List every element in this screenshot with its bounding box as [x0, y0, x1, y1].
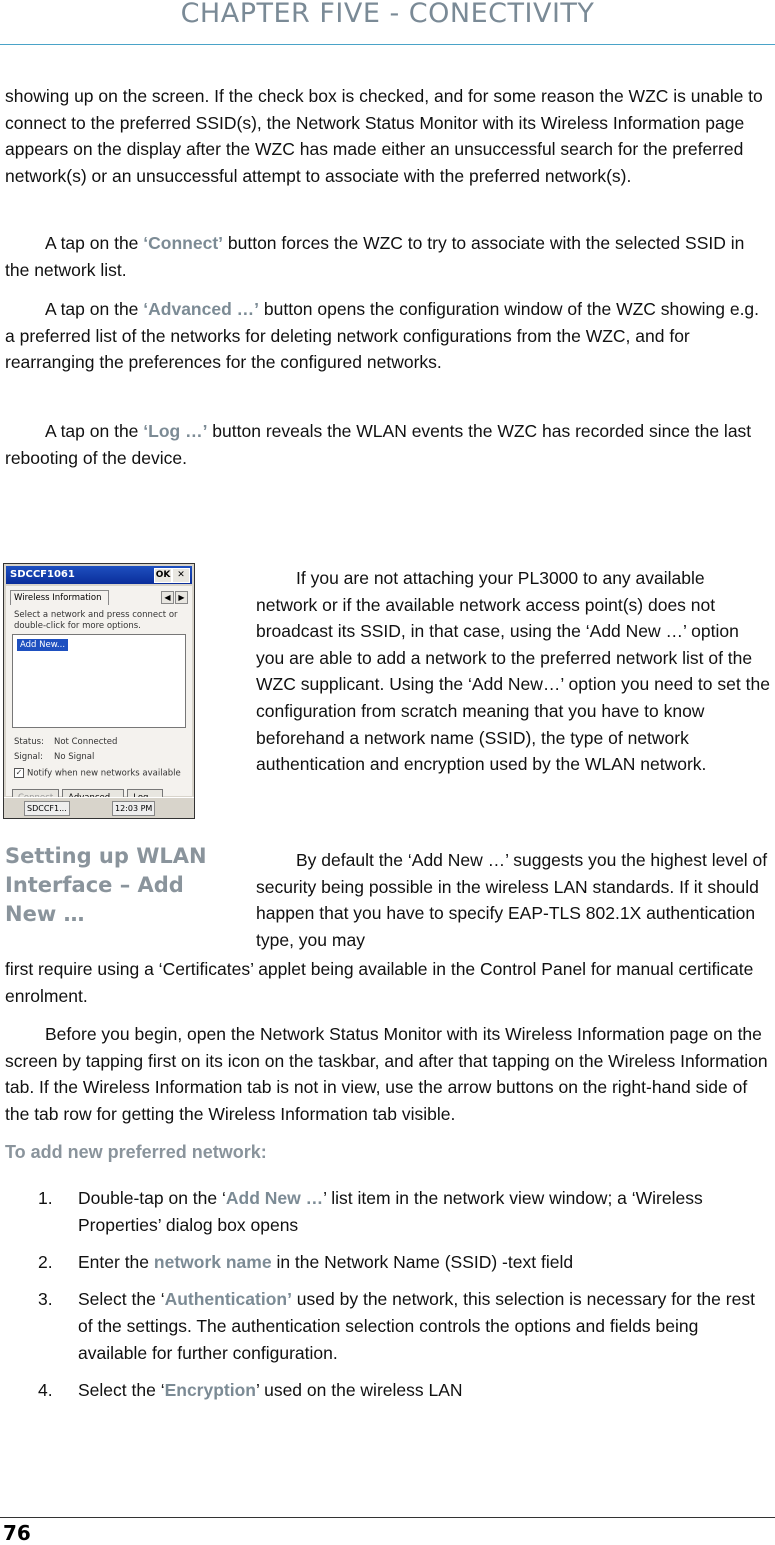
- text-run: Enter the: [78, 1252, 154, 1272]
- intro-paragraph-4: [5, 418, 769, 471]
- signal-value: No Signal: [54, 752, 95, 762]
- step-term: Encryption: [164, 1380, 256, 1400]
- text-run: button opens the configuration window of the WZC showing e.g. a preferred list of the networks for deleting network configurations from the WZC, and for rearranging the preferences for the configured networks.: [5, 299, 760, 373]
- status-value: Not Connected: [54, 737, 118, 747]
- notify-checkbox: [14, 768, 181, 779]
- log-term: ‘Log …’: [143, 421, 208, 441]
- step-number: 2.: [38, 1252, 53, 1272]
- arrow-right-icon: ▶: [175, 591, 188, 604]
- text-run: A tap on the: [45, 421, 144, 441]
- steps-list: [5, 1185, 769, 1414]
- close-icon: ✕: [172, 568, 190, 583]
- list-item: [5, 1249, 769, 1276]
- tab-wireless-information: Wireless Information: [10, 590, 109, 605]
- add-new-paragraph: If you are not attaching your PL3000 to any available network or if the available network access point(s) does not broadcast its SSID, in that case, using the ‘Add New …’ option you are able to add a network to the preferred network list of the WZC supplicant. Using the ‘Add New…’ option you need to set the configuration from scratch meaning that you have to know beforehand a network name (SSID), the type of network authentication and encryption used by the WLAN network.: [256, 568, 770, 775]
- list-item: [5, 1185, 769, 1239]
- text-run: button reveals the WLAN events the WZC has recorded since the last rebooting of the device.: [5, 421, 752, 468]
- figure-caption: Setting up WLAN Interface – Add New …: [5, 844, 207, 926]
- text-run: ’ used on the wireless LAN: [255, 1380, 463, 1400]
- intro-paragraph-1: showing up on the screen. If the check box is checked, and for some reason the WZC is unable to connect to the preferred SSID(s), the Network Status Monitor with its Wireless Information page appears on the display after the WZC has made either an unsuccessful search for the preferred network(s) or an unsuccessful attempt to associate with the preferred network(s).: [5, 86, 763, 186]
- list-item: [5, 1377, 769, 1404]
- wireless-information-screenshot: [3, 563, 195, 819]
- text-run: Select the ‘: [78, 1289, 165, 1309]
- tab-arrows: [160, 591, 188, 604]
- window-panel: [6, 586, 192, 796]
- status-label: Status:: [14, 737, 44, 747]
- step-term: Authentication’: [164, 1289, 292, 1309]
- step-term: network name: [153, 1252, 272, 1272]
- step-term: Add New …: [225, 1188, 324, 1208]
- step-number: 3.: [38, 1289, 53, 1309]
- window-title: SDCCF1061: [10, 569, 75, 580]
- list-item-add-new: Add New...: [17, 639, 68, 651]
- page-number: 76: [3, 1521, 31, 1545]
- connect-term: ‘Connect’: [143, 233, 224, 253]
- taskbar: [4, 797, 194, 818]
- signal-label: Signal:: [14, 752, 43, 762]
- page-header: [0, 0, 775, 45]
- text-run: button forces the WZC to try to associate with the selected SSID in the network list.: [5, 233, 745, 280]
- instruction-text: Select a network and press connect or double-click for more options.: [14, 610, 178, 631]
- text-run: ’ list item in the network view window; a ‘Wireless Properties’ dialog box opens: [78, 1188, 703, 1235]
- certificates-paragraph: first require using a ‘Certificates’ applet being available in the Control Panel for manual certificate enrolment.: [5, 959, 754, 1006]
- text-run: used by the network, this selection is necessary for the rest of the settings. The authentication selection controls the options and fields being available for further configuration.: [78, 1289, 755, 1363]
- step-number: 1.: [38, 1188, 53, 1208]
- list-item: [5, 1286, 769, 1367]
- intro-paragraph-2: [5, 230, 769, 283]
- text-run: A tap on the: [45, 233, 144, 253]
- before-you-begin-paragraph: Before you begin, open the Network Status Monitor with its Wireless Information page on the screen by tapping first on its icon on the taskbar, and after that tapping on the Wireless Information tab. If the Wireless Information tab is not in view, use the arrow buttons on the right-hand side of the tab row for getting the Wireless Information tab visible.: [5, 1024, 768, 1124]
- default-security-paragraph: By default the ‘Add New …’ suggests you the highest level of security being possible in the wireless LAN standards. If it should happen that you have to specify EAP-TLS 802.1X authentication type, you may: [256, 850, 768, 950]
- taskbar-clock: 12:03 PM: [112, 801, 155, 816]
- network-list: [12, 634, 186, 728]
- text-run: Select the ‘: [78, 1380, 165, 1400]
- window-titlebar: [6, 566, 192, 584]
- arrow-left-icon: ◀: [161, 591, 174, 604]
- taskbar-item: SDCCF1...: [24, 801, 70, 816]
- chapter-title: CHAPTER FIVE - CONECTIVITY: [180, 0, 595, 29]
- advanced-term: ‘Advanced …’: [143, 299, 260, 319]
- check-icon: ✓: [15, 768, 23, 777]
- section-heading: To add new preferred network:: [5, 1142, 267, 1162]
- step-number: 4.: [38, 1380, 53, 1400]
- intro-paragraph-3: [5, 296, 769, 376]
- status-block: [14, 735, 117, 765]
- ok-button: OK: [154, 568, 172, 583]
- footer-divider: [0, 1517, 775, 1518]
- notify-label: Notify when new networks available: [27, 768, 181, 779]
- text-run: A tap on the: [45, 299, 144, 319]
- text-run: Double-tap on the ‘: [78, 1188, 226, 1208]
- text-run: in the Network Name (SSID) -text field: [271, 1252, 574, 1272]
